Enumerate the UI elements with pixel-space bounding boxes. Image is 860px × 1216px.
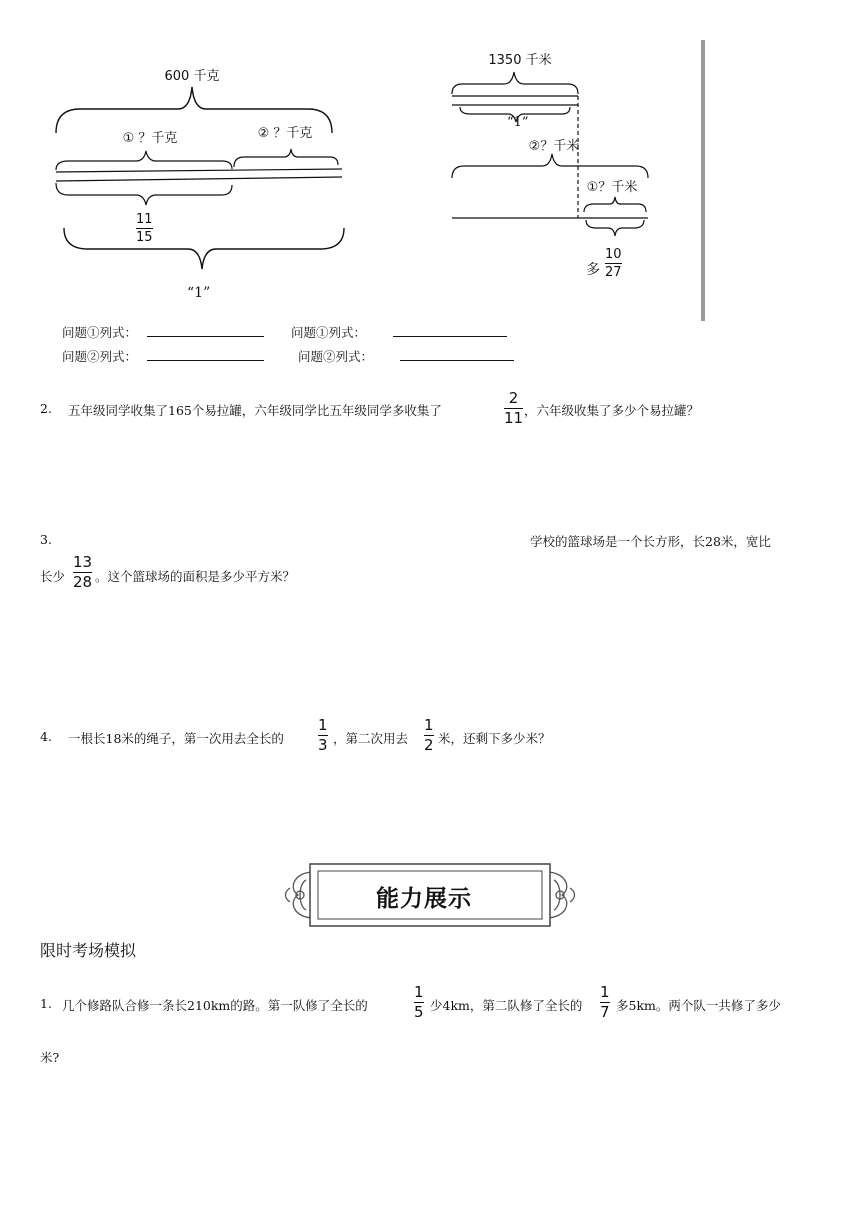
problem-4-frac1-den: 3 xyxy=(318,736,328,754)
exam-q1-frac2-num: 1 xyxy=(600,983,610,1001)
left-fraction xyxy=(136,213,153,244)
answer-label-right-2: 问题②列式： xyxy=(298,349,374,364)
left-part1-brace xyxy=(56,151,232,170)
right-top-label: 1350 千米 xyxy=(488,53,552,68)
right-diagram xyxy=(440,40,712,322)
problem-4-frac2-num: 1 xyxy=(424,716,434,734)
left-unit-brace xyxy=(64,228,344,269)
exam-q1-text-c: 多5km。两个队一共修了多少 xyxy=(616,998,781,1013)
right-q2-label: ②？千米 xyxy=(528,139,580,154)
problem-3-frac-den: 28 xyxy=(73,573,93,591)
left-unit-label: “1” xyxy=(187,285,211,301)
answer-label-right-1: 问题①列式： xyxy=(291,325,367,340)
right-unit-label: “1” xyxy=(507,115,529,130)
problem-4-text-b: ，第二次用去 xyxy=(333,731,409,746)
left-fraction-brace xyxy=(56,183,232,205)
right-more-brace xyxy=(586,220,644,236)
right-q1-brace xyxy=(584,197,646,212)
left-total-label: 600 千克 xyxy=(164,69,220,84)
exam-q1-frac1-num: 1 xyxy=(414,983,424,1001)
problem-2-text-a: 五年级同学收集了165个易拉罐，六年级同学比五年级同学多收集了 xyxy=(68,403,442,418)
problem-3-text-b: 长少 xyxy=(40,569,66,584)
problem-4-frac2-den: 2 xyxy=(424,736,434,754)
problem-4-frac1-num: 1 xyxy=(318,716,328,734)
left-fraction-denominator: 15 xyxy=(136,230,153,245)
left-part2-brace xyxy=(234,149,338,167)
exam-q1-frac1-den: 5 xyxy=(414,1003,424,1021)
problem-4-fraction-2 xyxy=(424,718,434,753)
problem-2-frac-num: 2 xyxy=(508,389,519,407)
answer-label-left-2: 问题②列式： xyxy=(62,349,138,364)
banner-title: 能力展示 xyxy=(376,886,472,912)
left-segment-line-bottom xyxy=(56,177,342,181)
answer-blank-right-1[interactable] xyxy=(393,336,507,337)
left-part2-label: ② ？千克 xyxy=(257,126,313,141)
right-q1-label: ①？千米 xyxy=(586,180,638,195)
answer-blank-left-2[interactable] xyxy=(147,360,264,361)
section-title: 限时考场模拟 xyxy=(40,941,137,960)
exam-q1-text-a: 几个修路队合修一条长210km的路。第一队修了全长的 xyxy=(62,998,368,1013)
problem-2-frac-den: 11 xyxy=(504,409,524,427)
answer-label-left-1: 问题①列式： xyxy=(62,325,138,340)
right-border-bar xyxy=(701,40,705,321)
left-part1-label: ① ？千克 xyxy=(122,131,178,146)
exam-q1-text-d: 米? xyxy=(40,1050,60,1065)
problem-2-text-b: ，六年级收集了多少个易拉罐？ xyxy=(524,403,700,418)
exam-q1-number: 1. xyxy=(40,996,52,1011)
problem-3-number: 3. xyxy=(40,532,52,547)
left-diagram xyxy=(40,55,360,305)
right-more-prefix: 多 xyxy=(586,262,600,278)
fraction-bar xyxy=(605,263,622,264)
right-q2-brace xyxy=(452,154,648,178)
problem-3-fraction xyxy=(73,555,92,590)
exam-q1-text-b: 少4km，第二队修了全长的 xyxy=(430,998,583,1013)
problem-4-text-c: 米，还剩下多少米？ xyxy=(438,731,551,746)
left-segment-line-top xyxy=(56,169,342,172)
exam-q1-frac2-den: 7 xyxy=(600,1003,610,1021)
problem-3-frac-num: 13 xyxy=(73,553,93,571)
answer-blank-left-1[interactable] xyxy=(147,336,264,337)
problem-4-fraction-1 xyxy=(318,718,328,753)
fraction-bar xyxy=(136,228,153,229)
problem-2-number: 2. xyxy=(40,401,52,416)
problem-4-number: 4. xyxy=(40,729,52,744)
right-fraction-denominator: 27 xyxy=(605,265,622,280)
answer-blank-right-2[interactable] xyxy=(400,360,514,361)
exam-q1-fraction-2 xyxy=(600,985,610,1020)
right-fraction-numerator: 10 xyxy=(605,247,622,262)
right-fraction xyxy=(605,248,622,279)
left-fraction-numerator: 11 xyxy=(136,212,153,227)
right-top-brace xyxy=(452,72,578,94)
problem-3-text-c: 。这个篮球场的面积是多少平方米？ xyxy=(95,569,296,584)
problem-3-text-a: 学校的篮球场是一个长方形，长28米，宽比 xyxy=(530,534,771,549)
problem-2-fraction xyxy=(504,391,523,426)
problem-4-text-a: 一根长18米的绳子，第一次用去全长的 xyxy=(68,731,284,746)
exam-q1-fraction-1 xyxy=(414,985,424,1020)
